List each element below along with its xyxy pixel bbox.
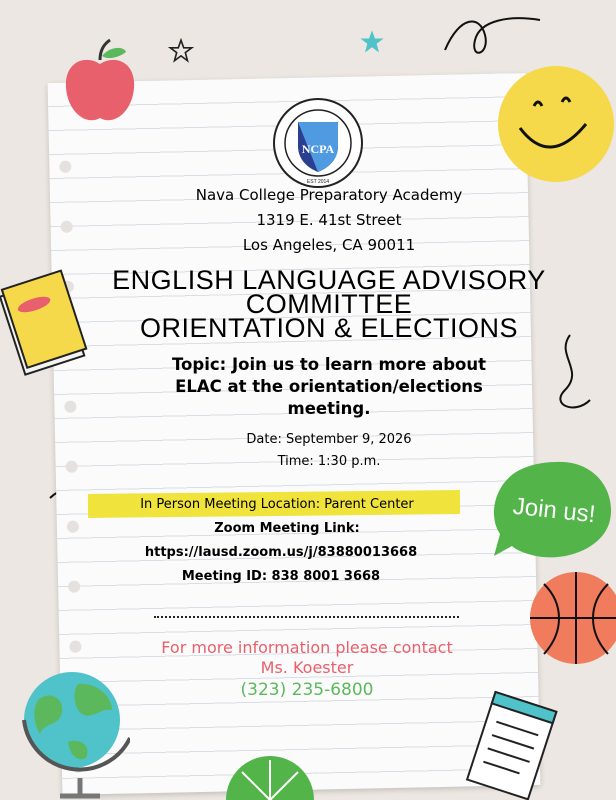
- zoom-label: Zoom Meeting Link:: [214, 521, 360, 536]
- smiley-icon: [496, 64, 616, 184]
- meeting-date: Date: September 9, 2026: [246, 432, 412, 447]
- heading-line3: ORIENTATION & ELECTIONS: [139, 313, 519, 343]
- logo-text: NCPA: [301, 142, 335, 156]
- contact-phone[interactable]: (323) 235-6800: [240, 680, 374, 700]
- contact-line1: For more information please contact: [161, 638, 453, 657]
- join-us-text: Join us!: [511, 492, 597, 529]
- topic-line1: Topic: Join us to learn more about: [171, 355, 486, 374]
- meeting-time: Time: 1:30 p.m.: [277, 454, 381, 469]
- zoom-link[interactable]: https://lausd.zoom.us/j/83880013668: [144, 545, 418, 560]
- heading-line1: ENGLISH LANGUAGE ADVISORY: [112, 265, 546, 295]
- apple-icon: [60, 38, 140, 128]
- divider: [154, 616, 459, 618]
- contact-name: Ms. Koester: [260, 658, 354, 677]
- protractor-icon: [220, 744, 320, 800]
- meeting-id: Meeting ID: 838 8001 3668: [181, 569, 381, 584]
- meeting-location: In Person Meeting Location: Parent Center: [140, 497, 414, 512]
- teal-star-icon: [358, 28, 386, 56]
- squiggle-top-icon: [440, 10, 550, 70]
- heading-line2: COMMITTEE: [245, 289, 413, 319]
- notepad-icon: [458, 690, 568, 800]
- school-logo: [268, 98, 368, 188]
- topic-line2: ELAC at the orientation/elections: [175, 377, 483, 396]
- school-street: 1319 E. 41st Street: [256, 211, 402, 229]
- topic-line3: meeting.: [287, 399, 371, 418]
- logo-est: EST 2014: [306, 179, 330, 185]
- star-icon: [168, 38, 194, 64]
- school-name: Nava College Preparatory Academy: [195, 186, 463, 204]
- school-city: Los Angeles, CA 90011: [242, 236, 416, 254]
